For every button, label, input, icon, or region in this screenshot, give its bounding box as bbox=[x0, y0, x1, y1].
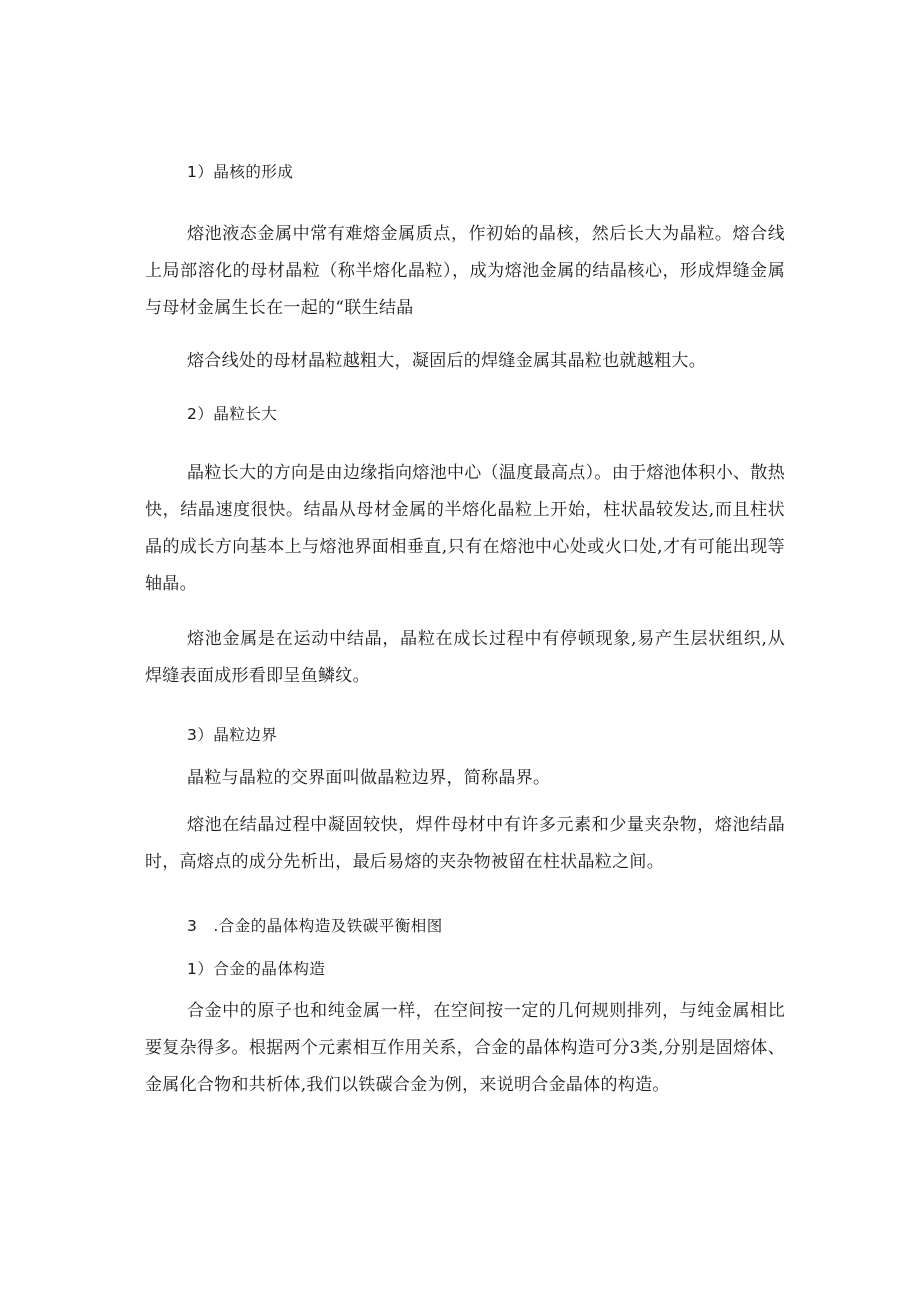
heading-nucleus-formation: 1）晶核的形成 bbox=[187, 163, 294, 181]
paragraph-nucleus-formation: 熔池液态金属中常有难熔金属质点，作初始的晶核，然后长大为晶粒。熔合线上局部溶化的母材晶粒（称半熔化晶粒），成为熔池金属的结晶核心，形成焊缝金属与母材金属生长在一起的“联生结晶 bbox=[145, 224, 785, 318]
paragraph-alloy-crystal-structure: 合金中的原子也和纯金属一样，在空间按一定的几何规则排列，与纯金属相比要复杂得多。根据两个元素相互作用关系，合金的晶体构造可分3类,分别是固熔体、金属化合物和共析体,我们以铁碳合金为例，来说明合金晶体的构造。 bbox=[145, 1001, 785, 1095]
paragraph-grain-boundary-definition: 晶粒与晶粒的交界面叫做晶粒边界，简称晶界。 bbox=[187, 768, 551, 788]
paragraph-coarse-grain: 熔合线处的母材晶粒越粗大，凝固后的焊缝金属其晶粒也就越粗大。 bbox=[187, 351, 706, 371]
paragraph-crystallization-inclusions: 熔池在结晶过程中凝固较快，焊件母材中有许多元素和少量夹杂物，熔池结晶时，高熔点的成分先析出，最后易熔的夹杂物被留在柱状晶粒之间。 bbox=[145, 815, 785, 872]
heading-grain-growth: 2）晶粒长大 bbox=[187, 405, 278, 423]
heading-alloy-crystal-structure: 1）合金的晶体构造 bbox=[187, 960, 326, 978]
heading-alloy-crystal-structure-chapter: 3 .合金的晶体构造及铁碳平衡相图 bbox=[187, 917, 443, 935]
heading-grain-boundary: 3）晶粒边界 bbox=[187, 726, 278, 744]
paragraph-grain-growth: 晶粒长大的方向是由边缘指向熔池中心（温度最高点）。由于熔池体积小、散热快，结晶速度很快。结晶从母材金属的半熔化晶粒上开始，柱状晶较发达,而且柱状晶的成长方向基本上与熔池界面相垂直,只有在熔池中心处或火口处,才有可能出现等轴晶。 bbox=[145, 463, 785, 594]
paragraph-layered-structure: 熔池金属是在运动中结晶，晶粒在成长过程中有停顿现象,易产生层状组织,从焊缝表面成形看即呈鱼鳞纹。 bbox=[145, 629, 785, 686]
